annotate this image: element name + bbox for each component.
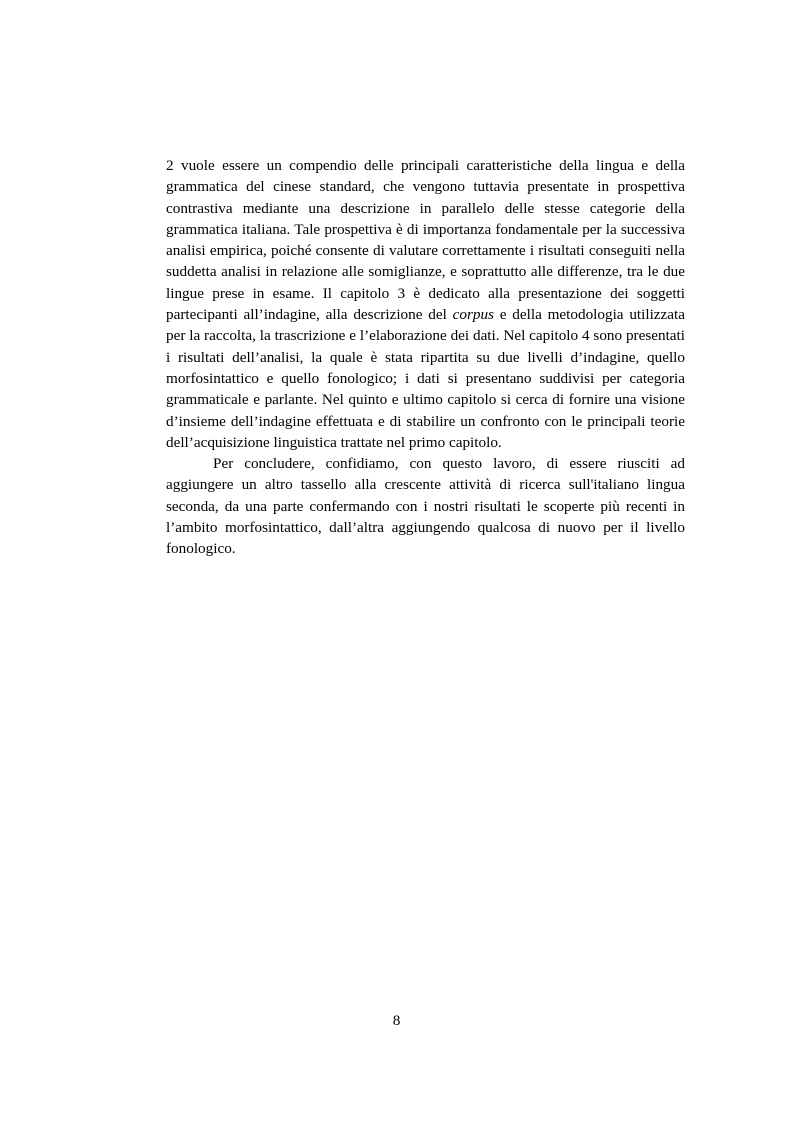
paragraph-1-italic-term: corpus: [452, 306, 494, 324]
paragraph-1-text-start: 2 vuole essere un compendio delle principali caratteristiche della lingua e della grammatica del cinese standard, che vengono tuttavia presentate in prospettiva contrastiva mediante una descrizione in parallelo delle stesse categorie della grammatica italiana. Tale prospettiva è di importanza fondamentale per la successiva analisi empirica, poiché consente di valutare correttamente i risultati conseguiti nella suddetta analisi in relazione alle somiglianze, e soprattutto alle differenze, tra le due lingue prese in esame. Il capitolo 3 è dedicato alla presentazione dei soggetti partecipanti all’indagine, alla descrizione del: [166, 157, 685, 324]
page-number: 8: [392, 1012, 401, 1029]
body-text: [166, 155, 685, 560]
paragraph-2: Per concludere, confidiamo, con questo lavoro, di essere riusciti ad aggiungere un altro tassello alla crescente attività di ricerca sull'italiano lingua seconda, da una parte confermando con i nostri risultati le scoperte più recenti in l’ambito morfosintattico, dall’altra aggiungendo qualcosa di nuovo per il livello fonologico.: [166, 455, 685, 558]
paragraph-1-text-end: e della metodologia utilizzata per la raccolta, la trascrizione e l’elaborazione dei dati. Nel capitolo 4 sono presentati i risultati dell’analisi, la quale è stata ripartita su due livelli d’indagine, quello morfosintattico e quello fonologico; i dati si presentano suddivisi per categoria grammaticale e parlante. Nel quinto e ultimo capitolo si cerca di fornire una visione d’insieme dell’indagine effettuata e di stabilire un confronto con le principali teorie dell’acquisizione linguistica trattate nel primo capitolo.: [166, 306, 685, 451]
paragraph-1: [166, 155, 685, 453]
